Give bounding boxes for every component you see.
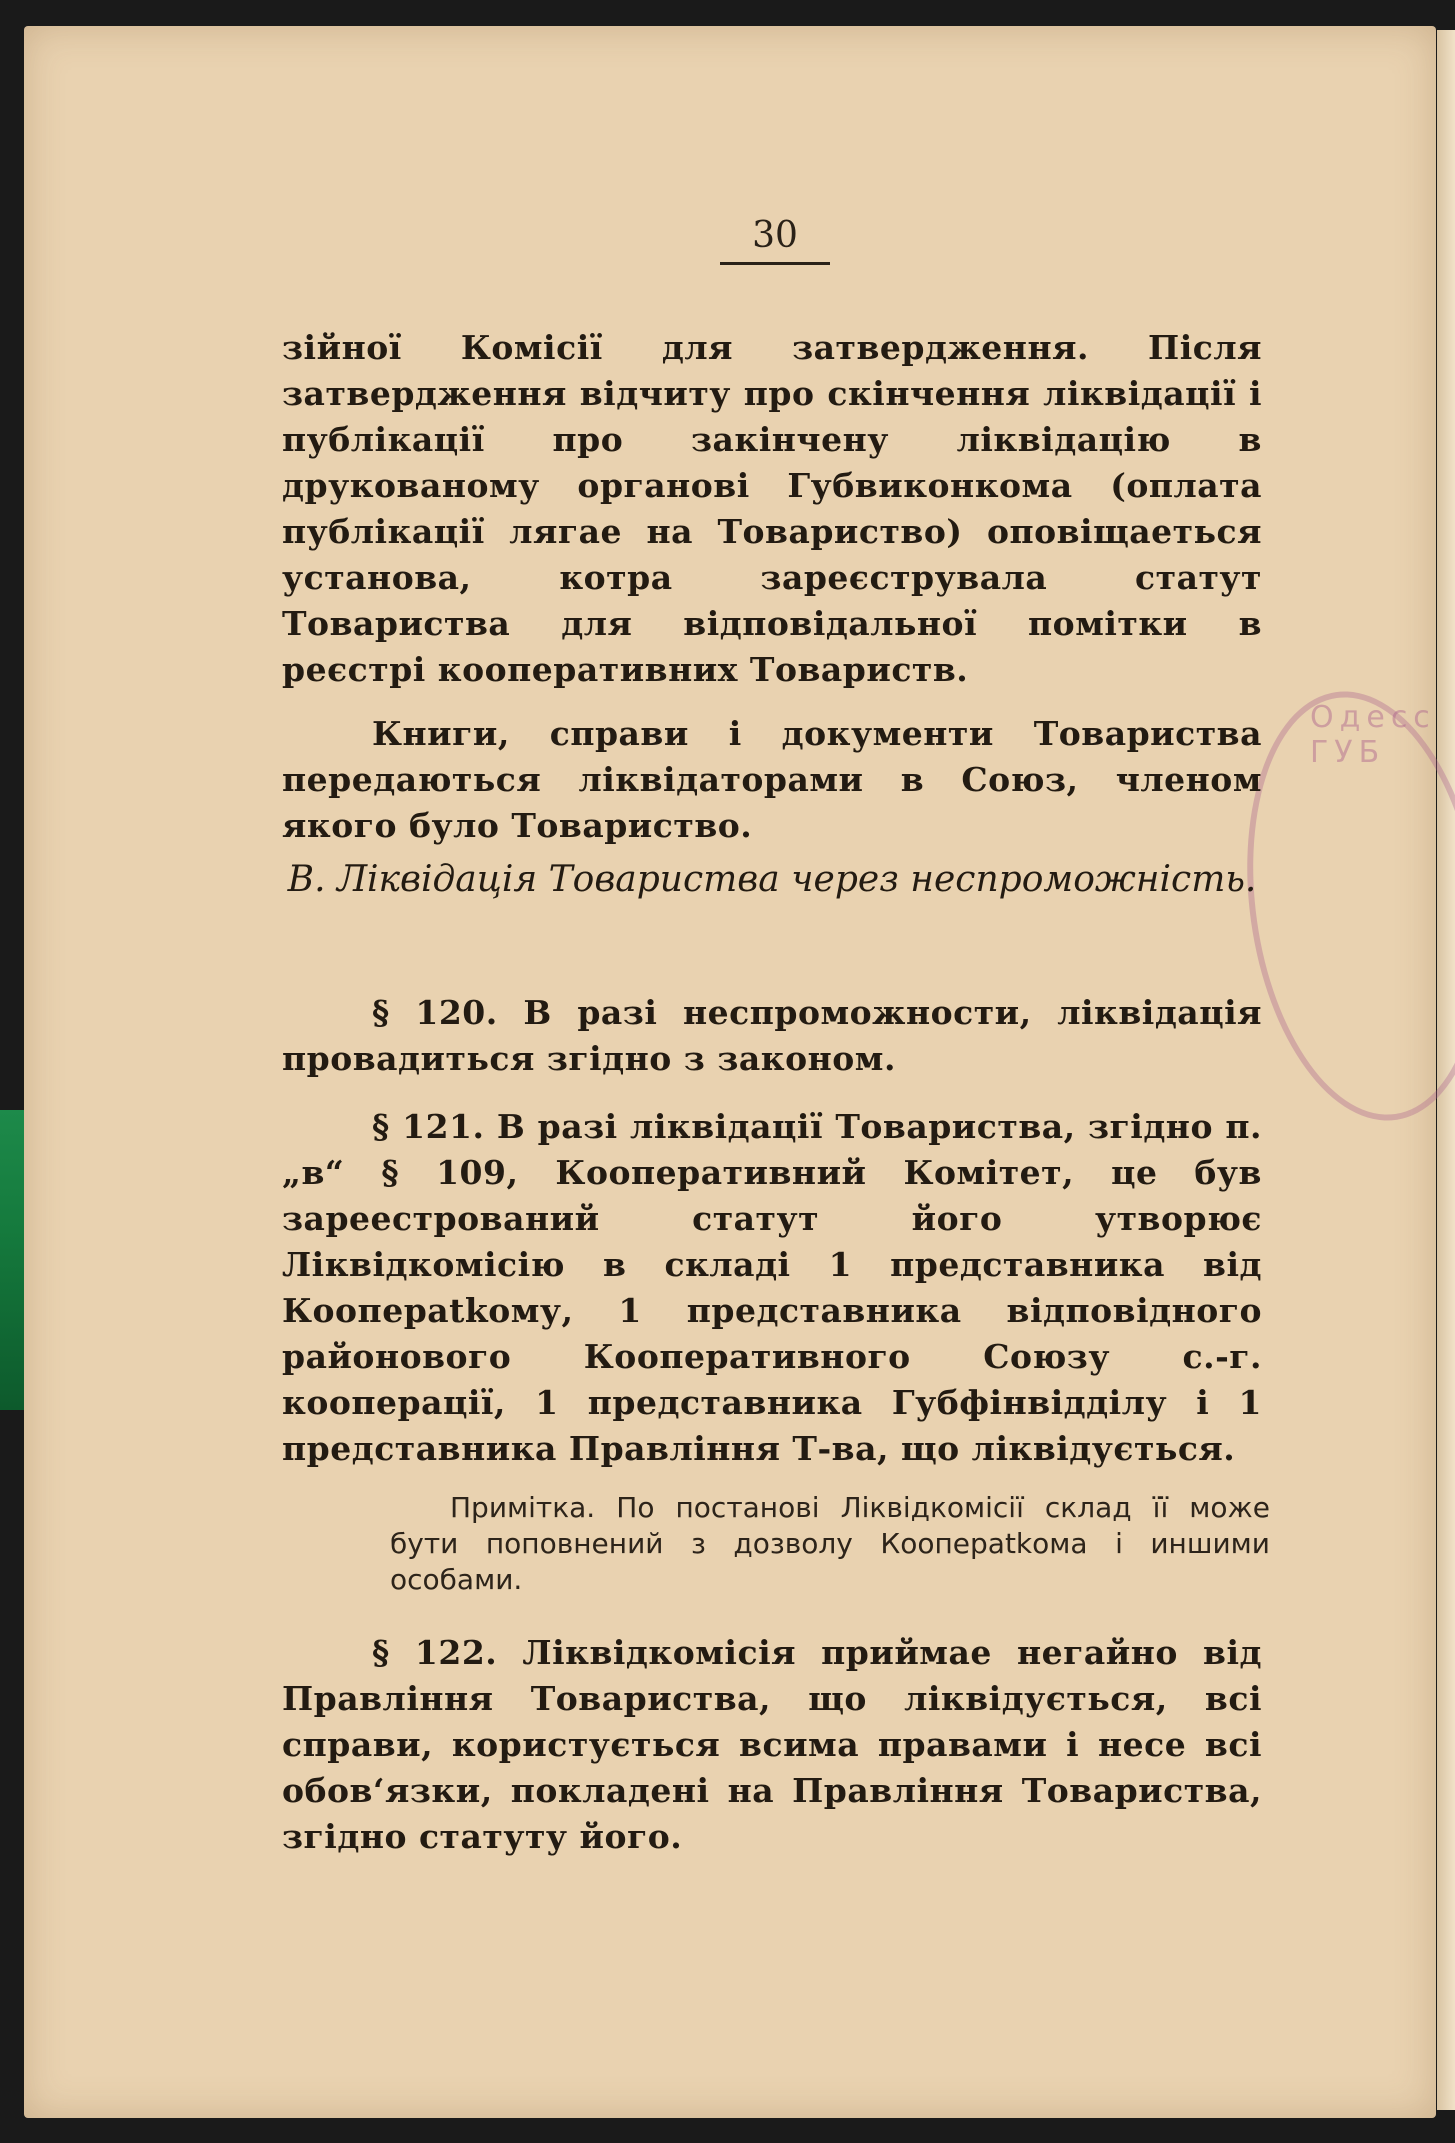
paragraph-continuation: зійної Комісії для затвердження. Після затвердження відчиту про скінчення ліквідації і публікації про закінчену ліквідацію в друкованому органові Губвиконкома (оплата публікації лягае на Товариство) оповіщаеться установа, котра зареєструвала статут Товариства для відповідальної помітки в реєстрі кооперативних Товариств. <box>282 328 1262 689</box>
note-text: Примітка. По постанові Ліквідкомісії склад її може бути поповнений з дозволу Коопераtkома і иншими особами. <box>390 1491 1270 1596</box>
top-paragraphs <box>282 325 1262 849</box>
paragraph-books: Книги, справи і документи Товариства передаються ліквідаторами в Союз, членом якого було Товариство. <box>282 714 1262 845</box>
footnote-note <box>390 1490 1270 1598</box>
article-122-block <box>282 1630 1262 1860</box>
section-heading: В. Ліквідація Товариства через неспроможність. <box>287 859 1257 900</box>
article-120: § 120. В разі неспроможности, ліквідація провадиться згідно з законом. <box>282 993 1262 1078</box>
page-number: 30 <box>720 215 830 265</box>
stamp-text: Одесс ГУБ <box>1310 700 1436 770</box>
articles-block <box>282 990 1262 1472</box>
article-121: § 121. В разі ліквідації Товариства, згідно п. „в“ § 109, Кооперативний Комітет, це був зареестрований статут його утворює Ліквідкомісію в складі 1 представника від Коопераtkому, 1 представника відповідного районового Кооперативного Союзу с.-г. кооперації, 1 представника Губфінвідділу і 1 представника Правління Т-ва, що ліквідується. <box>282 1107 1262 1468</box>
article-122: § 122. Ліквідкомісія приймае негайно від Правління Товариства, що ліквідується, всі справи, користується всима правами і несе всі обов‘язки, покладені на Правління Товариства, згідно статуту його. <box>282 1633 1262 1856</box>
